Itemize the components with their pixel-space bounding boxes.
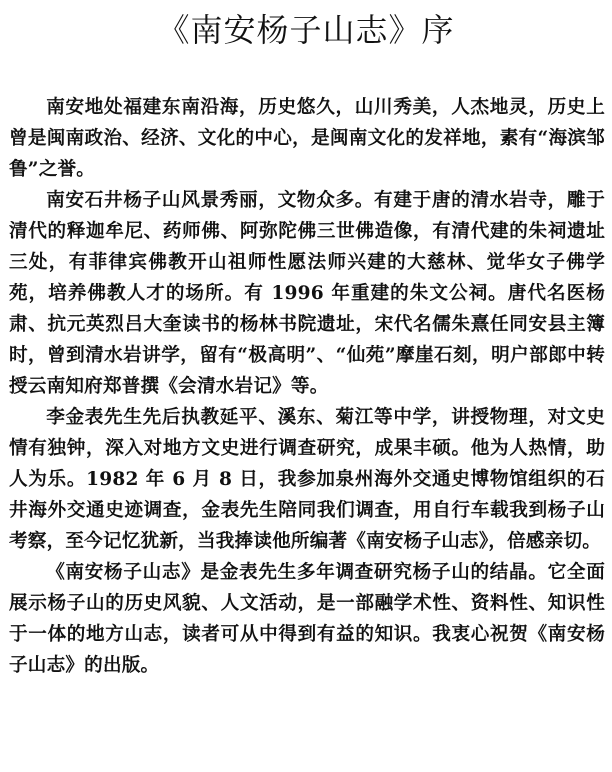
- paragraph-4: 《南安杨子山志》是金表先生多年调查研究杨子山的结晶。它全面展示杨子山的历史风貌、人文活动，是一部融学术性、资料性、知识性于一体的地方山志，读者可从中得到有益的知识。我衷心祝贺《南安杨子山志》的出版。: [9, 562, 605, 676]
- page-title: 《南安杨子山志》序: [157, 11, 455, 49]
- preface-body: [9, 92, 605, 681]
- paragraph-3: 李金表先生先后执教延平、溪东、菊江等中学，讲授物理，对文史情有独钟，深入对地方文史进行调查研究，成果丰硕。他为人热情，助人为乐。1982 年 6 月 8 日，我参加泉州海外交通史博物馆组织的石井海外交通史迹调查，金表先生陪同我们调查，用自行车载我到杨子山考察，至今记忆犹新，当我捧读他所编著《南安杨子山志》，倍感亲切。: [9, 407, 605, 552]
- paragraph-1: 南安地处福建东南沿海，历史悠久，山川秀美，人杰地灵，历史上曾是闽南政治、经济、文化的中心，是闽南文化的发祥地，素有“海滨邹鲁”之誉。: [9, 97, 605, 180]
- paragraph-2: 南安石井杨子山风景秀丽，文物众多。有建于唐的清水岩寺，雕于清代的释迦牟尼、药师佛、阿弥陀佛三世佛造像，有清代建的朱祠遗址三处，有菲律宾佛教开山祖师性愿法师兴建的大慈林、觉华女子佛学苑，培养佛教人才的场所。有 1996 年重建的朱文公祠。唐代名医杨肃、抗元英烈吕大奎读书的杨林书院遗址，宋代名儒朱熹任同安县主簿时，曾到清水岩讲学，留有“极高明”、“仙苑”摩崖石刻，明户部郎中转授云南知府郑普撰《会清水岩记》等。: [9, 190, 605, 397]
